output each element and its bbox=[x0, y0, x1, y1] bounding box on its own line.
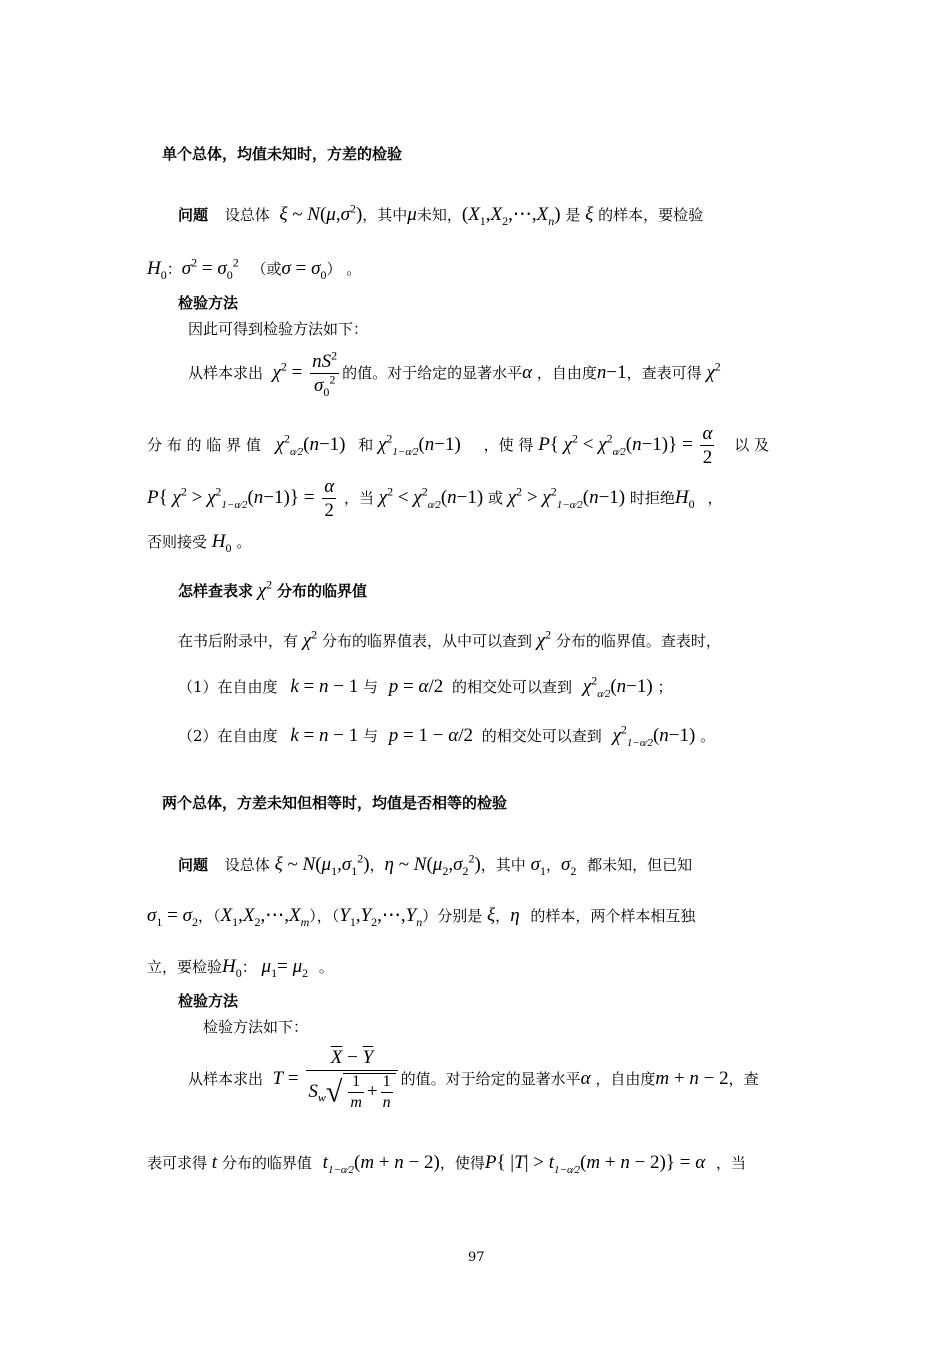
howto-heading-b: 分布的临界值 bbox=[276, 582, 367, 600]
table-text-1: 表可求得 bbox=[147, 1154, 208, 1172]
table-text-3: ，使得 bbox=[439, 1154, 485, 1172]
case2-text-1: （2）在自由度 bbox=[178, 727, 278, 745]
section2-method-intro: 检验方法如下： bbox=[203, 1018, 309, 1036]
reject-text-3: 时拒绝 bbox=[629, 488, 675, 507]
h0-colon: ： bbox=[166, 260, 182, 278]
formula-alpha: α bbox=[522, 361, 533, 383]
case1-text-4: ； bbox=[657, 678, 673, 696]
formula-sigma1: $\sigma_1$ bbox=[530, 854, 546, 878]
formula-chi2-alpha-half: $\chi^2_{\alpha⁄2}(n-1)$ bbox=[275, 431, 346, 458]
h0-alt-close: ） 。 bbox=[326, 260, 362, 278]
appendix-text-1: 在书后附录中，有 bbox=[178, 632, 299, 650]
stat-text-1: 从样本求出 bbox=[188, 363, 264, 382]
formula-eta-normal: η ~ $N(\mu_2,\sigma_2^2)$ bbox=[384, 851, 481, 878]
problem2-text-1: 设总体 bbox=[224, 856, 270, 874]
section1-case2 bbox=[178, 722, 716, 749]
formula-k1: k = n − 1 bbox=[290, 676, 359, 697]
section2-problem bbox=[178, 851, 693, 878]
crit-text-4: 以 及 bbox=[734, 435, 769, 454]
problem2-label: 问题 bbox=[178, 856, 209, 874]
stat-text-2: 的值。对于给定的显著水平 bbox=[342, 363, 523, 382]
section1-howto-heading bbox=[178, 577, 367, 601]
formula-p1: p = α/2 bbox=[388, 676, 444, 697]
section1-appendix-line bbox=[178, 627, 721, 651]
formula-xi-normal: ξ ~ $N(\mu,\sigma^2)$ bbox=[279, 201, 363, 225]
formula-case2-result: $\chi^2_{1-\alpha⁄2}(n-1)$ bbox=[612, 722, 696, 749]
formula-sigma-eq-alt: $\sigma = \sigma_0$ bbox=[281, 258, 327, 282]
case1-text-3: 的相交处可以查到 bbox=[452, 678, 573, 696]
section2-test-line bbox=[147, 956, 334, 980]
formula-h0: $H_0$ bbox=[147, 258, 167, 282]
formula-df: n−1 bbox=[596, 361, 627, 383]
section1-critical-line bbox=[147, 424, 769, 467]
section2-statistic-line bbox=[188, 1048, 759, 1111]
problem-text-1: 设总体 bbox=[224, 206, 270, 224]
formula-x-sample: $X_1,X_2,\cdots,X_m$ bbox=[220, 905, 310, 929]
accept-text-1: 否则接受 bbox=[147, 533, 208, 551]
formula-sigma2: $\sigma_2$ bbox=[560, 854, 577, 878]
samples-text-2: ），（ bbox=[309, 907, 340, 925]
problem2-text-4: ， bbox=[545, 856, 561, 874]
stat2-text-4: ，查 bbox=[728, 1069, 759, 1088]
problem2-text-5: 都未知，但已知 bbox=[587, 856, 693, 874]
section1-reject-line bbox=[147, 477, 722, 520]
section2-heading: 两个总体，方差未知但相等时，均值是否相等的检验 bbox=[162, 794, 508, 812]
appendix-text-2: 分布的临界值表，从中可以查到 bbox=[321, 632, 532, 650]
formula-p2: p = 1 − α/2 bbox=[388, 725, 473, 746]
samples-text-1: ，（ bbox=[197, 907, 221, 925]
case1-text-2: 与 bbox=[362, 678, 378, 696]
formula-sigma-eq: $\sigma^2 = \sigma_0^2$ bbox=[181, 255, 239, 282]
h0-alt-open: （或 bbox=[251, 260, 282, 278]
formula-h0-2: $H_0$ bbox=[222, 956, 242, 980]
formula-prob-lower: P{ $\chi^2 < \chi^2_{\alpha⁄2}(n-1)$} = $\frac{\alpha}{2}$ bbox=[538, 423, 713, 468]
formula-sigma-equal: $\sigma_1 = \sigma_2$ bbox=[147, 905, 198, 929]
formula-eta-2: η bbox=[510, 905, 520, 926]
section2-samples-line bbox=[147, 905, 696, 929]
problem-text-5: 的样本，要检验 bbox=[598, 206, 704, 224]
problem-text-4: 是 bbox=[565, 206, 581, 224]
formula-alpha-2: α bbox=[580, 1067, 591, 1089]
formula-sample: $(X_1,X_2,\cdots,X_n)$ bbox=[461, 204, 561, 228]
problem-label: 问题 bbox=[178, 206, 209, 224]
formula-y-sample: $Y_1,Y_2,\cdots,Y_n$ bbox=[339, 905, 423, 929]
samples-text-5: 的样本，两个样本相互独 bbox=[530, 907, 696, 925]
problem-text-3: 未知， bbox=[416, 206, 462, 224]
section2-method-heading: 检验方法 bbox=[178, 992, 239, 1010]
formula-mu-equal: $\mu_1= \mu_2$ bbox=[261, 956, 309, 980]
formula-t-critical: $t_{1-\alpha⁄2}(m + n - 2)$ bbox=[322, 1152, 440, 1176]
page-number: 97 bbox=[468, 1250, 485, 1265]
case2-text-3: 的相交处可以查到 bbox=[481, 727, 602, 745]
crit-text-2: 和 bbox=[358, 435, 374, 454]
formula-xi: ξ bbox=[585, 204, 594, 225]
crit-text-1: 分 布 的 临 界 值 bbox=[147, 435, 261, 454]
formula-prob-upper: P{ $\chi^2 > \chi^2_{1-\alpha⁄2}(n-1)$} = $\frac{\alpha}{2}$ bbox=[147, 476, 335, 521]
section2-table-line bbox=[147, 1152, 747, 1176]
accept-text-2: 。 bbox=[236, 533, 252, 551]
formula-chi2-a: $\chi^2$ bbox=[302, 627, 318, 651]
formula-h0-reject: $H_0$ bbox=[674, 486, 695, 511]
samples-text-4: ， bbox=[495, 907, 511, 925]
stat2-text-2: 的值。对于给定的显著水平 bbox=[400, 1069, 581, 1088]
howto-heading-a: 怎样查表求 bbox=[178, 582, 254, 600]
formula-chi2-heading: $\chi^2$ bbox=[257, 577, 273, 601]
formula-k2: k = n − 1 bbox=[290, 725, 359, 746]
samples-text-3: ）分别是 bbox=[422, 907, 483, 925]
formula-df-2: m + n − 2 bbox=[655, 1067, 729, 1089]
case2-text-2: 与 bbox=[362, 727, 378, 745]
problem2-text-3: ，其中 bbox=[480, 856, 526, 874]
section1-hypothesis bbox=[147, 255, 362, 282]
formula-h0-accept: $H_0$ bbox=[211, 531, 232, 555]
case2-text-4: 。 bbox=[700, 727, 716, 745]
section1-method-intro: 因此可得到检验方法如下： bbox=[188, 320, 369, 338]
test-text-2: ： bbox=[241, 958, 257, 976]
stat2-text-3: ，自由度 bbox=[595, 1069, 656, 1088]
stat-text-4: ，查表可得 bbox=[626, 363, 702, 382]
problem-text-2: ，其中 bbox=[362, 206, 408, 224]
stat2-text-1: 从样本求出 bbox=[188, 1069, 264, 1088]
formula-chi2-statistic: $\chi^2$ = $\frac{nS^2}{\sigma_0^2}$ bbox=[272, 348, 338, 399]
section1-problem bbox=[178, 201, 704, 228]
case1-text-1: （1）在自由度 bbox=[178, 678, 278, 696]
formula-t-statistic: T = $\overline{X} - \overline{Y}$ $S_w√$ $\frac{1}{m}$ + $\frac{1}{n}$ bbox=[268, 1068, 401, 1089]
reject-text-4: ， bbox=[707, 488, 723, 507]
formula-xi-2: ξ bbox=[487, 905, 496, 926]
formula-xi-normal-2: ξ ~ $N(\mu_1,\sigma_1^2)$ bbox=[274, 851, 370, 878]
problem2-text-2: ， bbox=[369, 856, 385, 874]
section1-accept-line bbox=[147, 531, 252, 555]
section1-method-heading: 检验方法 bbox=[178, 294, 239, 312]
formula-reject-upper: $\chi^2 > \chi^2_{1-\alpha⁄2}(n-1)$ bbox=[507, 484, 626, 511]
reject-text-2: 或 bbox=[487, 488, 503, 507]
formula-chi2: $\chi^2$ bbox=[706, 359, 721, 383]
table-text-4: ，当 bbox=[716, 1154, 747, 1172]
formula-chi2-b: $\chi^2$ bbox=[536, 627, 552, 651]
table-text-2: 分布的临界值 bbox=[221, 1154, 312, 1172]
test-text-3: 。 bbox=[318, 958, 334, 976]
formula-reject-lower: $\chi^2 < \chi^2_{\alpha⁄2}(n-1)$ bbox=[378, 484, 484, 511]
formula-mu: μ bbox=[407, 204, 417, 225]
section1-heading: 单个总体，均值未知时，方差的检验 bbox=[162, 145, 403, 163]
test-text-1: 立，要检验 bbox=[147, 958, 223, 976]
formula-chi2-one-minus: $\chi^2_{1-\alpha⁄2}(n-1)$ bbox=[378, 431, 461, 458]
reject-text-1: ，当 bbox=[343, 488, 374, 507]
formula-prob-t: P{ $|T| > t_{1-\alpha⁄2}(m + n - 2)\} = \alpha$ bbox=[484, 1152, 706, 1176]
formula-case1-result: $\chi^2_{\alpha⁄2}(n-1)$ bbox=[582, 673, 653, 700]
appendix-text-3: 分布的临界值。查表时， bbox=[555, 632, 721, 650]
formula-t: t bbox=[211, 1152, 218, 1173]
section1-case1 bbox=[178, 673, 673, 700]
stat-text-3: ，自由度 bbox=[536, 363, 597, 382]
section1-statistic-line bbox=[188, 348, 721, 399]
crit-text-3: ，使 得 bbox=[483, 435, 534, 454]
